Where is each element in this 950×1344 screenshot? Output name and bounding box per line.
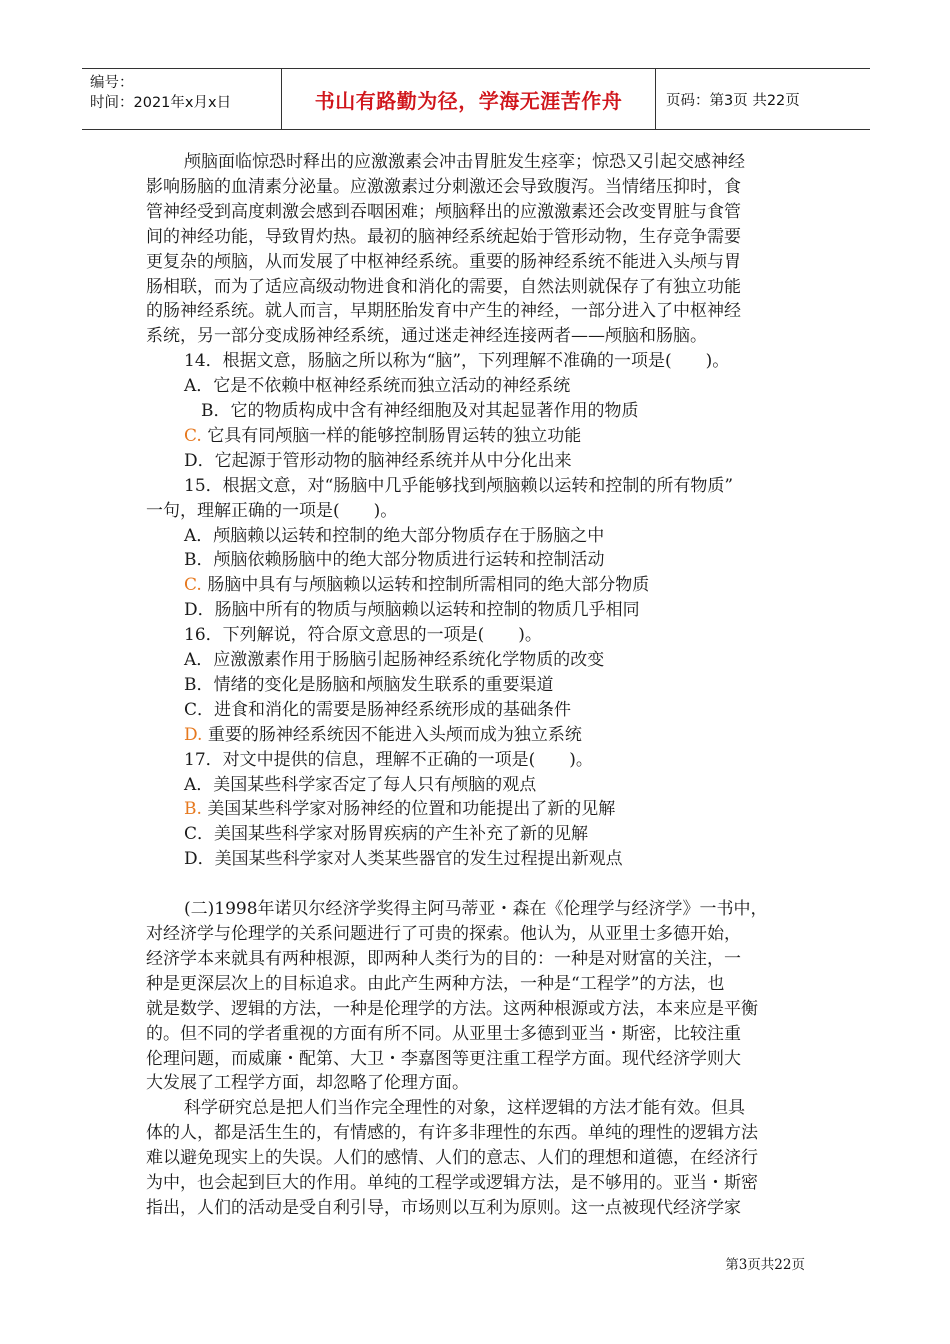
line-text: 科学研究总是把人们当作完全理性的对象，这样逻辑的方法才能有效。但具 <box>184 1098 745 1119</box>
line-text: 17．对文中提供的信息，理解不正确的一项是( )。 <box>184 749 593 770</box>
line-text: 16．下列解说，符合原文意思的一项是( )。 <box>184 625 542 646</box>
text-line <box>146 1196 741 1221</box>
text-line <box>146 324 707 349</box>
line-text: B．颅脑依赖肠脑中的绝大部分物质进行运转和控制活动 <box>184 550 605 571</box>
line-text: A．美国某些科学家否定了每人只有颅脑的观点 <box>184 774 537 795</box>
text-line <box>184 897 768 922</box>
line-text: 更复杂的颅脑，从而发展了中枢神经系统。重要的肠神经系统不能进入头颅与胃 <box>146 251 741 272</box>
option-letter: B. <box>184 799 208 820</box>
text-line <box>146 275 741 300</box>
line-text: A．它是不依赖中枢神经系统而独立活动的神经系统 <box>184 376 571 397</box>
line-text: 就是数学、逻辑的方法，一种是伦理学的方法。这两种根源或方法，本来应是平衡 <box>146 998 758 1019</box>
line-text: 影响肠脑的血清素分泌量。应激激素过分刺激还会导致腹泻。当情绪压抑时，食 <box>146 176 741 197</box>
text-line <box>146 175 741 200</box>
text-line <box>146 997 758 1022</box>
text-line <box>146 200 741 225</box>
line-text: 肠相联，而为了适应高级动物进食和消化的需要，自然法则就保存了有独立功能 <box>146 276 741 297</box>
line-text: C．进食和消化的需要是肠神经系统形成的基础条件 <box>184 699 572 720</box>
line-text: 美国某些科学家对肠神经的位置和功能提出了新的见解 <box>207 799 616 820</box>
text-line <box>201 399 639 424</box>
line-text: 一句，理解正确的一项是( )。 <box>146 500 398 521</box>
line-text: 体的人，都是活生生的，有情感的，有许多非理性的东西。单纯的理性的逻辑方法 <box>146 1123 758 1144</box>
header-meta <box>82 69 282 129</box>
line-text: 管神经受到高度刺激会感到吞咽困难；颅脑释出的应激激素还会改变胃脏与食管 <box>146 201 741 222</box>
line-text: 间的神经功能，导致胃灼热。最初的脑神经系统起始于管形动物，生存竞争需要 <box>146 226 741 247</box>
text-line <box>184 150 745 175</box>
text-line <box>184 573 649 598</box>
text-line <box>184 698 571 723</box>
line-text: C．美国某些科学家对肠胃疾病的产生补充了新的见解 <box>184 824 589 845</box>
line-text: 肠脑中具有与颅脑赖以运转和控制所需相同的绝大部分物质 <box>207 575 650 596</box>
line-text: 大发展了工程学方面，却忽略了伦理方面。 <box>146 1073 469 1094</box>
footer-page-number: 第3页共22页 <box>725 1257 805 1273</box>
text-line <box>184 474 733 499</box>
text-line <box>184 822 588 847</box>
line-text: 指出，人们的活动是受自利引导，市场则以互利为原则。这一点被现代经济学家 <box>146 1197 741 1218</box>
line-text: 为中，也会起到巨大的作用。单纯的工程学或逻辑方法，是不够用的。亚当・斯密 <box>146 1173 758 1193</box>
text-line <box>184 374 570 399</box>
line-text: 难以避免现实上的失误。人们的感情、人们的意志、人们的理想和道德，在经济行 <box>146 1148 758 1169</box>
line-text: (二)1998年诺贝尔经济学奖得主阿马蒂亚・森在《伦理学与经济学》一书中， <box>184 899 768 920</box>
text-line <box>184 598 640 623</box>
text-line <box>184 1096 745 1121</box>
text-line <box>146 1022 741 1047</box>
text-line <box>146 1071 469 1096</box>
text-line <box>146 499 397 524</box>
text-line <box>184 548 605 573</box>
text-line <box>184 723 582 748</box>
line-text: 系统，另一部分变成肠神经系统，通过迷走神经连接两者——颅脑和肠脑。 <box>146 326 707 347</box>
line-text: 的肠神经系统。就人而言，早期胚胎发育中产生的神经，一部分进入了中枢神经 <box>146 301 741 322</box>
line-text: D．美国某些科学家对人类某些器官的发生过程提出新观点 <box>184 849 623 870</box>
line-text: 经济学本来就具有两种根源，即两种人类行为的目的：一种是对财富的关注，一 <box>146 948 741 969</box>
text-line <box>184 847 623 872</box>
line-text: 重要的肠神经系统因不能进入头颅而成为独立系统 <box>207 724 582 745</box>
text-line <box>146 972 724 997</box>
text-line <box>146 225 741 250</box>
line-text: A．应激激素作用于肠脑引起肠神经系统化学物质的改变 <box>184 650 605 670</box>
header-page-number: 页码：第3页 共22页 <box>666 92 800 109</box>
text-line <box>146 299 741 324</box>
line-text: 伦理问题，而威廉・配第、大卫・李嘉图等更注重工程学方面。现代经济学则大 <box>146 1048 741 1069</box>
text-line <box>146 1146 758 1171</box>
text-line <box>184 623 542 648</box>
header-time: 时间：2021年x月x日 <box>90 95 232 111</box>
text-line <box>146 1047 741 1072</box>
text-line <box>184 424 581 449</box>
line-text: 颅脑面临惊恐时释出的应激激素会冲击胃脏发生痉挛；惊恐又引起交感神经 <box>184 152 745 172</box>
text-line <box>146 250 741 275</box>
text-line <box>184 524 604 549</box>
text-line <box>184 773 536 798</box>
line-text: 它具有同颅脑一样的能够控制肠胃运转的独立功能 <box>207 425 582 446</box>
line-text: B．它的物质构成中含有神经细胞及对其起显著作用的物质 <box>201 401 639 421</box>
line-text: 种是更深层次上的目标追求。由此产生两种方法，一种是“工程学”的方法，也 <box>146 973 725 994</box>
line-text: 的。但不同的学者重视的方面有所不同。从亚里士多德到亚当・斯密，比较注重 <box>146 1023 741 1044</box>
line-text: A．颅脑赖以运转和控制的绝大部分物质存在于肠脑之中 <box>184 525 605 546</box>
text-line <box>146 1121 758 1146</box>
header-number: 编号： <box>90 75 134 91</box>
text-line <box>184 648 604 673</box>
text-line <box>184 349 729 374</box>
page-header <box>82 68 870 130</box>
option-letter: C. <box>184 425 208 446</box>
header-motto: 书山有路勤为径，学海无涯苦作舟 <box>282 69 656 129</box>
line-text: D．肠脑中所有的物质与颅脑赖以运转和控制的物质几乎相同 <box>184 600 640 621</box>
line-text: B．情绪的变化是肠脑和颅脑发生联系的重要渠道 <box>184 674 554 695</box>
text-line <box>184 673 554 698</box>
text-line <box>146 922 741 947</box>
option-letter: D. <box>184 724 208 745</box>
text-line <box>184 797 615 822</box>
text-line <box>184 748 593 773</box>
option-letter: C. <box>184 575 208 596</box>
line-text: 对经济学与伦理学的关系问题进行了可贵的探索。他认为，从亚里士多德开始， <box>146 924 741 944</box>
line-text: 14．根据文意，肠脑之所以称为“脑”，下列理解不准确的一项是( )。 <box>184 351 730 372</box>
text-line <box>146 947 741 972</box>
line-text: D．它起源于管形动物的脑神经系统并从中分化出来 <box>184 450 572 471</box>
line-text: 15．根据文意，对“肠脑中几乎能够找到颅脑赖以运转和控制的所有物质” <box>184 475 734 496</box>
text-line <box>146 1171 758 1196</box>
text-line <box>184 449 572 474</box>
